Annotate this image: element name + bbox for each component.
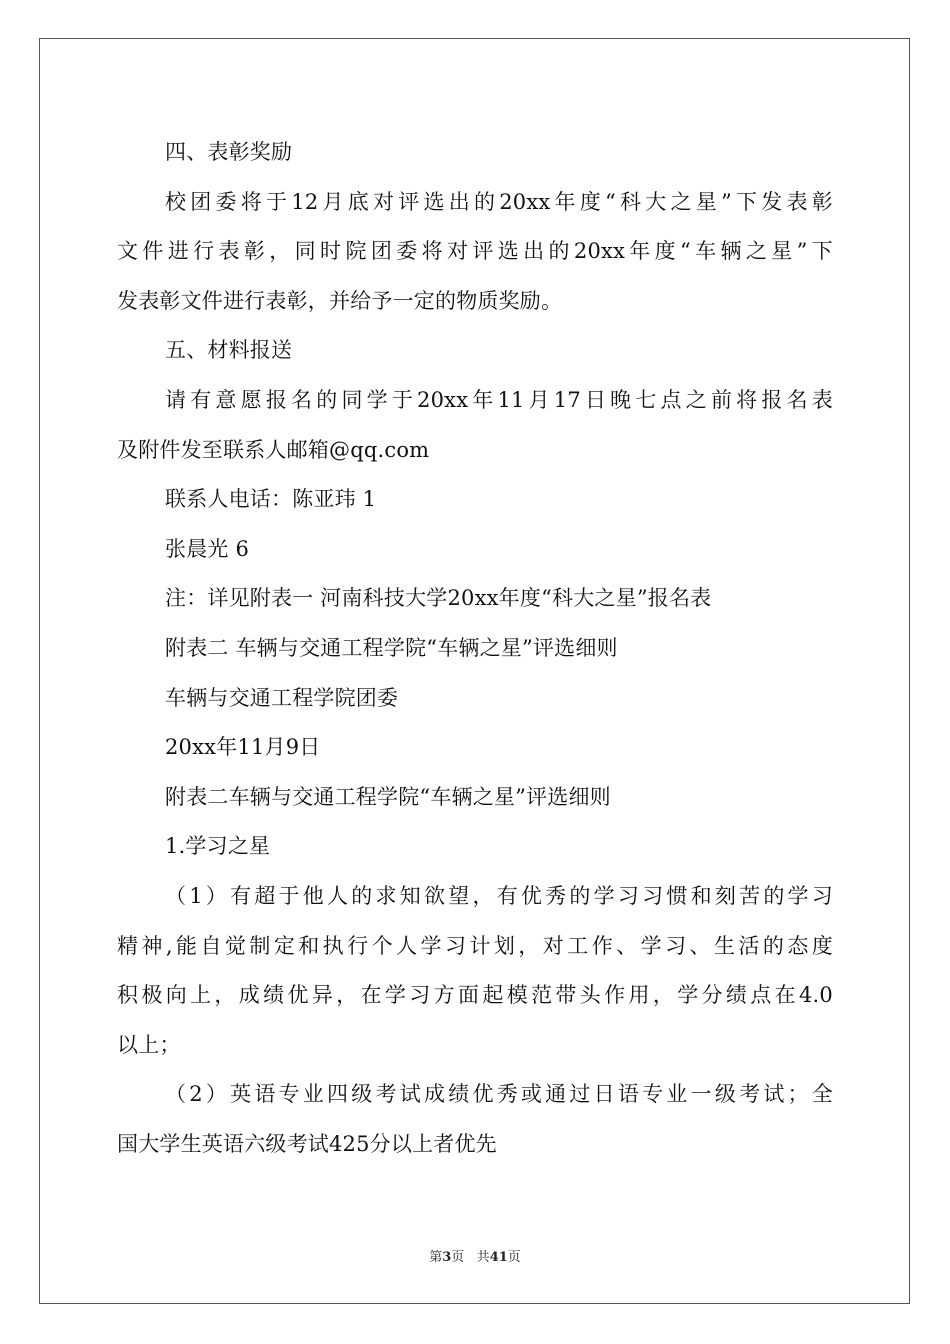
footer-total-prefix: 共 (476, 1250, 490, 1265)
text-line: 附表二 车辆与交通工程学院“车辆之星”评选细则 (165, 635, 618, 660)
text-line: 四、表彰奖励 (165, 140, 293, 164)
page-footer (0, 1246, 950, 1265)
text-line: 1.学习之星 (165, 834, 271, 859)
text-line: 五、材料报送 (165, 338, 293, 363)
text-line: 积极向上，成绩优异，在学习方面起模范带头作用，学分绩点在4.0 (117, 983, 833, 1008)
text-line: 附表二车辆与交通工程学院“车辆之星”评选细则 (165, 784, 611, 809)
text-line: 发表彰文件进行表彰，并给予一定的物质奖励。 (117, 288, 563, 313)
text-line: 请有意愿报名的同学于20xx年11月17日晚七点之前将报名表 (165, 387, 833, 412)
text-line: （1）有超于他人的求知欲望，有优秀的学习习惯和刻苦的学习 (165, 883, 833, 908)
text-line: 及附件发至联系人邮箱@qq.com (117, 437, 430, 462)
text-line: 联系人电话：陈亚玮 1 (165, 487, 377, 512)
text-line: 校团委将于12月底对评选出的20xx年度“科大之星”下发表彰 (165, 189, 833, 214)
text-line: 20xx年11月9日 (165, 735, 321, 760)
text-line: 张晨光 6 (165, 536, 250, 561)
text-line: 车辆与交通工程学院团委 (165, 685, 399, 710)
footer-total-suffix: 页 (507, 1250, 521, 1265)
footer-page-suffix: 页 (451, 1250, 465, 1265)
footer-page-prefix: 第 (429, 1250, 443, 1265)
document-body (117, 128, 833, 1169)
text-line: 国大学生英语六级考试425分以上者优先 (117, 1131, 497, 1156)
text-line: 以上； (117, 1032, 181, 1057)
footer-total-pages: 41 (489, 1250, 508, 1265)
text-line: 注：详见附表一 河南科技大学20xx年度“科大之星”报名表 (165, 586, 712, 611)
text-line: （2）英语专业四级考试成绩优秀或通过日语专业一级考试；全 (165, 1082, 833, 1107)
text-line: 精神,能自觉制定和执行个人学习计划，对工作、学习、生活的态度 (117, 933, 833, 958)
footer-page-number: 3 (442, 1250, 452, 1265)
text-line: 文件进行表彰，同时院团委将对评选出的20xx年度“车辆之星”下 (117, 239, 833, 264)
